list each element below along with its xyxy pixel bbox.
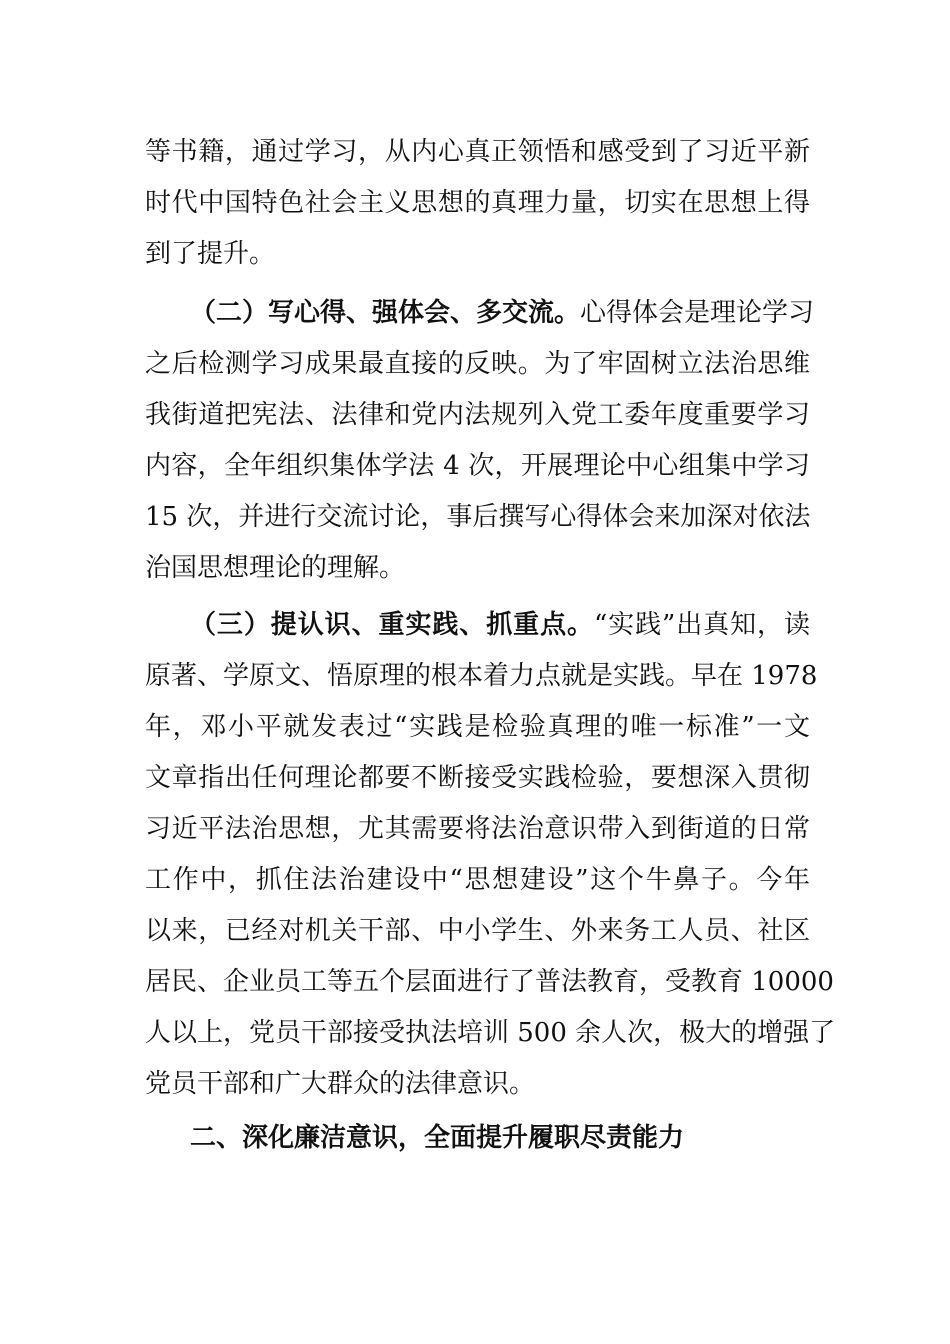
paragraph-continuation	[145, 127, 810, 280]
text-line: 治国思想理论的理解。	[145, 553, 406, 583]
text-line: 文章指出任何理论都要不断接受实践检验，要想深入贯彻	[145, 763, 810, 793]
text-line	[145, 288, 815, 339]
text-line: 原著、学原文、悟原理的根本着力点就是实践。早在 1978	[145, 661, 818, 691]
paragraph-three	[145, 600, 836, 1110]
text-line: 工作中，抓住法治建设中“思想建设”这个牛鼻子。今年	[145, 865, 810, 895]
text-line: 习近平法治思想，尤其需要将法治意识带入到街道的日常	[145, 814, 810, 844]
text-line: 党员干部和广大群众的法律意识。	[145, 1069, 536, 1099]
text-fragment: “实践”出真知，读	[593, 610, 810, 640]
text-fragment: 心得体会是理论学习	[580, 298, 815, 328]
text-line: 居民、企业员工等五个层面进行了普法教育，受教育 10000	[145, 967, 834, 997]
text-line: 到了提升。	[145, 239, 276, 269]
text-line: 时代中国特色社会主义思想的真理力量，切实在思想上得	[145, 188, 810, 218]
text-line: 内容，全年组织集体学法 4 次，开展理论中心组集中学习	[145, 451, 810, 481]
paragraph-lead-heading: （二）写心得、强体会、多交流。	[190, 298, 581, 328]
text-line: 以来，已经对机关干部、中小学生、外来务工人员、社区	[145, 916, 810, 946]
text-line: 15 次，并进行交流讨论，事后撰写心得体会来加深对依法	[145, 502, 811, 532]
section-heading: 二、深化廉洁意识，全面提升履职尽责能力	[190, 1123, 685, 1153]
text-line: 我街道把宪法、法律和党内法规列入党工委年度重要学习	[145, 400, 810, 430]
paragraph-lead-heading: （三）提认识、重实践、抓重点。	[190, 610, 594, 640]
text-line: 之后检测学习成果最直接的反映。为了牢固树立法治思维	[145, 349, 810, 379]
text-line	[145, 600, 810, 651]
text-line: 等书籍，通过学习，从内心真正领悟和感受到了习近平新	[145, 137, 810, 167]
text-line: 年，邓小平就发表过“实践是检验真理的唯一标准”一文	[145, 712, 810, 742]
text-line: 人以上，党员干部接受执法培训 500 余人次，极大的增强了	[145, 1018, 836, 1048]
paragraph-two	[145, 288, 815, 594]
